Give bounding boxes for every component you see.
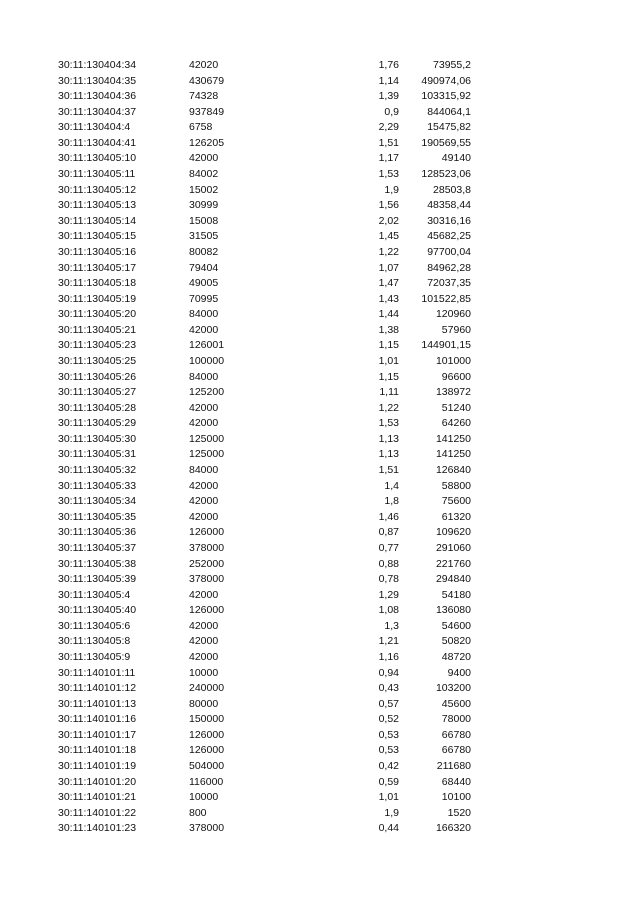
total-cell: 109620 xyxy=(435,526,471,539)
cadastral-number-cell: 30:11:130405:28 xyxy=(58,401,137,414)
total-cell: 54180 xyxy=(441,588,471,601)
total-cell: 15475,82 xyxy=(427,121,471,134)
rate-cell: 0,43 xyxy=(378,682,399,695)
rate-cell: 1,53 xyxy=(378,168,399,181)
quantity-cell: 42000 xyxy=(189,650,219,663)
table-row xyxy=(0,541,640,557)
rate-cell: 1,56 xyxy=(378,199,399,212)
quantity-cell: 42000 xyxy=(189,495,219,508)
quantity-cell: 80082 xyxy=(189,245,219,258)
rate-cell: 0,88 xyxy=(378,557,399,570)
quantity-cell: 10000 xyxy=(189,791,219,804)
table-row xyxy=(0,790,640,806)
total-cell: 49140 xyxy=(441,152,471,165)
table-row xyxy=(0,603,640,619)
table-row xyxy=(0,447,640,463)
quantity-cell: 84000 xyxy=(189,370,219,383)
quantity-cell: 126000 xyxy=(189,728,225,741)
total-cell: 58800 xyxy=(441,479,471,492)
total-cell: 45682,25 xyxy=(427,230,471,243)
quantity-cell: 504000 xyxy=(189,760,225,773)
quantity-cell: 150000 xyxy=(189,713,225,726)
table-row xyxy=(0,557,640,573)
total-cell: 844064,1 xyxy=(427,105,471,118)
cadastral-number-cell: 30:11:130404:41 xyxy=(58,136,137,149)
cadastral-number-cell: 30:11:130405:33 xyxy=(58,479,137,492)
table-row xyxy=(0,354,640,370)
table-row xyxy=(0,276,640,292)
table-row xyxy=(0,743,640,759)
rate-cell: 1,22 xyxy=(378,401,399,414)
total-cell: 144901,15 xyxy=(421,339,471,352)
total-cell: 190569,55 xyxy=(421,136,471,149)
table-row xyxy=(0,416,640,432)
rate-cell: 1,4 xyxy=(384,479,399,492)
total-cell: 72037,35 xyxy=(427,277,471,290)
rate-cell: 0,87 xyxy=(378,526,399,539)
cadastral-number-cell: 30:11:130405:15 xyxy=(58,230,137,243)
table-row xyxy=(0,494,640,510)
table-row xyxy=(0,588,640,604)
cadastral-number-cell: 30:11:140101:12 xyxy=(58,682,137,695)
quantity-cell: 126000 xyxy=(189,526,225,539)
total-cell: 221760 xyxy=(435,557,471,570)
total-cell: 75600 xyxy=(441,495,471,508)
quantity-cell: 42000 xyxy=(189,323,219,336)
cadastral-number-cell: 30:11:130405:19 xyxy=(58,292,137,305)
rate-cell: 1,14 xyxy=(378,74,399,87)
cadastral-number-cell: 30:11:130404:34 xyxy=(58,59,137,71)
rate-cell: 1,9 xyxy=(384,183,399,196)
table-row xyxy=(0,401,640,417)
quantity-cell: 125000 xyxy=(189,432,225,445)
table-row xyxy=(0,463,640,479)
rate-cell: 0,42 xyxy=(378,760,399,773)
quantity-cell: 126001 xyxy=(189,339,225,352)
table-row xyxy=(0,385,640,401)
cadastral-number-cell: 30:11:130405:36 xyxy=(58,526,137,539)
data-table xyxy=(0,58,640,837)
quantity-cell: 42000 xyxy=(189,588,219,601)
quantity-cell: 42000 xyxy=(189,152,219,165)
cadastral-number-cell: 30:11:130405:9 xyxy=(58,650,131,663)
total-cell: 103315,92 xyxy=(421,90,471,103)
cadastral-number-cell: 30:11:130405:8 xyxy=(58,635,131,648)
table-row xyxy=(0,712,640,728)
quantity-cell: 125000 xyxy=(189,448,225,461)
table-row xyxy=(0,167,640,183)
table-row xyxy=(0,775,640,791)
quantity-cell: 126205 xyxy=(189,136,225,149)
table-row xyxy=(0,370,640,386)
cadastral-number-cell: 30:11:130405:25 xyxy=(58,354,137,367)
table-row xyxy=(0,292,640,308)
quantity-cell: 42020 xyxy=(189,59,219,71)
total-cell: 30316,16 xyxy=(427,214,471,227)
table-row xyxy=(0,120,640,136)
total-cell: 1520 xyxy=(447,806,471,819)
quantity-cell: 10000 xyxy=(189,666,219,679)
total-cell: 120960 xyxy=(435,308,471,321)
cadastral-number-cell: 30:11:130405:17 xyxy=(58,261,137,274)
cadastral-number-cell: 30:11:130405:26 xyxy=(58,370,137,383)
rate-cell: 1,01 xyxy=(378,791,399,804)
quantity-cell: 42000 xyxy=(189,401,219,414)
rate-cell: 1,51 xyxy=(378,136,399,149)
total-cell: 138972 xyxy=(435,386,471,399)
cadastral-number-cell: 30:11:130405:30 xyxy=(58,432,137,445)
table-row xyxy=(0,229,640,245)
table-row xyxy=(0,261,640,277)
total-cell: 51240 xyxy=(441,401,471,414)
quantity-cell: 80000 xyxy=(189,697,219,710)
table-row xyxy=(0,697,640,713)
cadastral-number-cell: 30:11:130405:14 xyxy=(58,214,137,227)
rate-cell: 1,15 xyxy=(378,339,399,352)
cadastral-number-cell: 30:11:130405:39 xyxy=(58,573,137,586)
quantity-cell: 116000 xyxy=(189,775,224,788)
quantity-cell: 252000 xyxy=(189,557,225,570)
total-cell: 28503,8 xyxy=(433,183,471,196)
table-row xyxy=(0,198,640,214)
cadastral-number-cell: 30:11:130405:37 xyxy=(58,541,137,554)
cadastral-number-cell: 30:11:130405:40 xyxy=(58,604,137,617)
total-cell: 97700,04 xyxy=(427,245,471,258)
quantity-cell: 84000 xyxy=(189,308,219,321)
cadastral-number-cell: 30:11:140101:22 xyxy=(58,806,137,819)
table-row xyxy=(0,307,640,323)
rate-cell: 1,47 xyxy=(378,277,399,290)
cadastral-number-cell: 30:11:130405:18 xyxy=(58,277,137,290)
cadastral-number-cell: 30:11:130404:37 xyxy=(58,105,137,118)
cadastral-number-cell: 30:11:140101:19 xyxy=(58,760,137,773)
cadastral-number-cell: 30:11:130405:16 xyxy=(58,245,137,258)
cadastral-number-cell: 30:11:130404:35 xyxy=(58,74,137,87)
total-cell: 103200 xyxy=(435,682,471,695)
total-cell: 101522,85 xyxy=(421,292,471,305)
cadastral-number-cell: 30:11:130405:34 xyxy=(58,495,137,508)
total-cell: 10100 xyxy=(441,791,471,804)
cadastral-number-cell: 30:11:130405:11 xyxy=(58,168,136,181)
table-row xyxy=(0,666,640,682)
total-cell: 54600 xyxy=(441,619,471,632)
total-cell: 64260 xyxy=(441,417,471,430)
total-cell: 211680 xyxy=(436,760,471,773)
rate-cell: 1,53 xyxy=(378,417,399,430)
table-row xyxy=(0,821,640,837)
quantity-cell: 937849 xyxy=(189,105,225,118)
cadastral-number-cell: 30:11:140101:17 xyxy=(58,728,137,741)
table-row xyxy=(0,338,640,354)
quantity-cell: 126000 xyxy=(189,604,225,617)
rate-cell: 1,51 xyxy=(378,464,399,477)
quantity-cell: 49005 xyxy=(189,277,219,290)
rate-cell: 1,22 xyxy=(378,245,399,258)
total-cell: 9400 xyxy=(447,666,471,679)
cadastral-number-cell: 30:11:130405:35 xyxy=(58,510,137,523)
cadastral-number-cell: 30:11:130404:36 xyxy=(58,90,137,103)
table-row xyxy=(0,432,640,448)
rate-cell: 1,29 xyxy=(378,588,399,601)
table-row xyxy=(0,323,640,339)
rate-cell: 1,8 xyxy=(384,495,399,508)
table-row xyxy=(0,759,640,775)
cadastral-number-cell: 30:11:140101:13 xyxy=(58,697,137,710)
quantity-cell: 800 xyxy=(189,806,207,819)
table-row xyxy=(0,525,640,541)
quantity-cell: 378000 xyxy=(189,573,225,586)
table-row xyxy=(0,105,640,121)
quantity-cell: 126000 xyxy=(189,744,225,757)
total-cell: 126840 xyxy=(435,464,471,477)
rate-cell: 1,08 xyxy=(378,604,399,617)
rate-cell: 1,76 xyxy=(378,59,399,71)
table-row xyxy=(0,681,640,697)
table-row xyxy=(0,479,640,495)
rate-cell: 0,78 xyxy=(378,573,399,586)
cadastral-number-cell: 30:11:130405:29 xyxy=(58,417,137,430)
cadastral-number-cell: 30:11:130405:10 xyxy=(58,152,137,165)
cadastral-number-cell: 30:11:130405:6 xyxy=(58,619,131,632)
total-cell: 101000 xyxy=(435,354,471,367)
quantity-cell: 74328 xyxy=(189,90,219,103)
cadastral-number-cell: 30:11:130405:27 xyxy=(58,386,137,399)
table-row xyxy=(0,245,640,261)
quantity-cell: 31505 xyxy=(189,230,219,243)
table-row xyxy=(0,151,640,167)
quantity-cell: 79404 xyxy=(189,261,219,274)
total-cell: 96600 xyxy=(441,370,471,383)
cadastral-number-cell: 30:11:140101:23 xyxy=(58,822,137,835)
rate-cell: 0,57 xyxy=(378,697,399,710)
cadastral-number-cell: 30:11:140101:18 xyxy=(58,744,137,757)
rate-cell: 1,39 xyxy=(378,90,399,103)
rate-cell: 0,53 xyxy=(378,728,399,741)
cadastral-number-cell: 30:11:130405:13 xyxy=(58,199,137,212)
rate-cell: 1,44 xyxy=(378,308,399,321)
rate-cell: 1,45 xyxy=(378,230,399,243)
total-cell: 50820 xyxy=(441,635,471,648)
total-cell: 141250 xyxy=(435,448,471,461)
total-cell: 291060 xyxy=(435,541,471,554)
table-row xyxy=(0,74,640,90)
cadastral-number-cell: 30:11:130405:32 xyxy=(58,464,137,477)
rate-cell: 1,16 xyxy=(378,650,399,663)
cadastral-number-cell: 30:11:140101:11 xyxy=(58,666,136,679)
quantity-cell: 15008 xyxy=(189,214,219,227)
total-cell: 48720 xyxy=(441,650,471,663)
rate-cell: 0,44 xyxy=(378,822,399,835)
total-cell: 136080 xyxy=(435,604,471,617)
rate-cell: 0,77 xyxy=(378,541,399,554)
quantity-cell: 42000 xyxy=(189,635,219,648)
quantity-cell: 84002 xyxy=(189,168,219,181)
rate-cell: 0,52 xyxy=(378,713,399,726)
quantity-cell: 240000 xyxy=(189,682,225,695)
cadastral-number-cell: 30:11:140101:16 xyxy=(58,713,137,726)
rate-cell: 0,9 xyxy=(384,105,399,118)
table-row xyxy=(0,572,640,588)
cadastral-number-cell: 30:11:130405:20 xyxy=(58,308,137,321)
rate-cell: 1,13 xyxy=(378,448,399,461)
rate-cell: 1,3 xyxy=(384,619,399,632)
table-row xyxy=(0,214,640,230)
table-row xyxy=(0,58,640,74)
table-row xyxy=(0,183,640,199)
cadastral-number-cell: 30:11:130405:4 xyxy=(58,588,131,601)
total-cell: 128523,06 xyxy=(421,168,471,181)
quantity-cell: 42000 xyxy=(189,510,219,523)
quantity-cell: 70995 xyxy=(189,292,219,305)
cadastral-number-cell: 30:11:130405:21 xyxy=(58,323,137,336)
rate-cell: 1,21 xyxy=(378,635,399,648)
quantity-cell: 100000 xyxy=(189,354,225,367)
total-cell: 57960 xyxy=(441,323,471,336)
table-row xyxy=(0,136,640,152)
cadastral-number-cell: 30:11:130405:23 xyxy=(58,339,137,352)
total-cell: 84962,28 xyxy=(427,261,471,274)
total-cell: 294840 xyxy=(435,573,471,586)
quantity-cell: 42000 xyxy=(189,417,219,430)
table-row xyxy=(0,806,640,822)
quantity-cell: 378000 xyxy=(189,541,225,554)
total-cell: 78000 xyxy=(441,713,471,726)
rate-cell: 0,59 xyxy=(378,775,399,788)
total-cell: 61320 xyxy=(441,510,471,523)
total-cell: 73955,2 xyxy=(433,59,471,71)
cadastral-number-cell: 30:11:130405:31 xyxy=(58,448,137,461)
cadastral-number-cell: 30:11:130405:38 xyxy=(58,557,137,570)
rate-cell: 1,38 xyxy=(378,323,399,336)
rate-cell: 1,46 xyxy=(378,510,399,523)
table-row xyxy=(0,619,640,635)
rate-cell: 1,43 xyxy=(378,292,399,305)
quantity-cell: 42000 xyxy=(189,479,219,492)
quantity-cell: 15002 xyxy=(189,183,219,196)
total-cell: 45600 xyxy=(441,697,471,710)
table-row xyxy=(0,650,640,666)
table-row xyxy=(0,89,640,105)
total-cell: 490974,06 xyxy=(421,74,471,87)
cadastral-number-cell: 30:11:140101:20 xyxy=(58,775,137,788)
table-row xyxy=(0,510,640,526)
total-cell: 66780 xyxy=(441,744,471,757)
rate-cell: 2,02 xyxy=(378,214,399,227)
rate-cell: 1,07 xyxy=(378,261,399,274)
rate-cell: 1,01 xyxy=(378,354,399,367)
rate-cell: 1,9 xyxy=(384,806,399,819)
total-cell: 48358,44 xyxy=(427,199,471,212)
quantity-cell: 30999 xyxy=(189,199,219,212)
rate-cell: 0,53 xyxy=(378,744,399,757)
table-row xyxy=(0,634,640,650)
quantity-cell: 42000 xyxy=(189,619,219,632)
cadastral-number-cell: 30:11:140101:21 xyxy=(58,791,137,804)
total-cell: 141250 xyxy=(435,432,471,445)
quantity-cell: 430679 xyxy=(189,74,225,87)
rate-cell: 1,11 xyxy=(379,386,399,399)
quantity-cell: 6758 xyxy=(189,121,213,134)
quantity-cell: 378000 xyxy=(189,822,225,835)
total-cell: 68440 xyxy=(441,775,471,788)
total-cell: 66780 xyxy=(441,728,471,741)
cadastral-number-cell: 30:11:130405:12 xyxy=(58,183,137,196)
quantity-cell: 84000 xyxy=(189,464,219,477)
rate-cell: 1,15 xyxy=(378,370,399,383)
table-row xyxy=(0,728,640,744)
quantity-cell: 125200 xyxy=(189,386,225,399)
rate-cell: 2,29 xyxy=(378,121,399,134)
total-cell: 166320 xyxy=(435,822,471,835)
rate-cell: 1,17 xyxy=(378,152,399,165)
cadastral-number-cell: 30:11:130404:4 xyxy=(58,121,131,134)
rate-cell: 1,13 xyxy=(378,432,399,445)
rate-cell: 0,94 xyxy=(378,666,399,679)
